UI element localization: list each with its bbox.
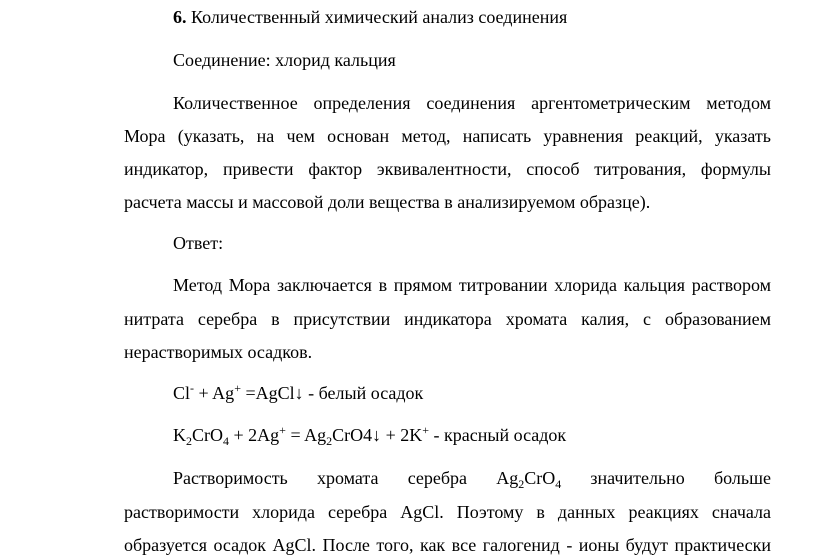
solubility-line-2: растворимости хлорида серебра AgCl. Поэтому в данных реакциях сначала xyxy=(124,502,771,522)
silver-charge: + xyxy=(234,381,241,395)
silver-subscript: 2 xyxy=(326,434,333,448)
task-line-3: индикатор, привести фактор эквивалентности, способ титрования, формулы xyxy=(124,159,771,179)
section-heading xyxy=(173,5,771,29)
task-line-4: расчета массы и массовой доли вещества в анализируемом образце). xyxy=(124,192,651,212)
section-title: Количественный химический анализ соединения xyxy=(191,7,568,27)
answer-label: Ответ: xyxy=(173,233,224,253)
silver-chromate-formula xyxy=(496,466,561,490)
silver-charge-2: + xyxy=(279,423,286,437)
reaction-tail-2: - красный осадок xyxy=(429,425,567,445)
task-line-2: Мора (указать, на чем основан метод, написать уравнения реакций, указать xyxy=(124,126,771,146)
potassium: K xyxy=(173,425,186,445)
potassium-charge: + xyxy=(422,423,430,437)
solubility-word-2: хромата xyxy=(316,468,379,488)
solubility-line-3: образуется осадок AgCl. После того, как все галогенид - ионы будут практически xyxy=(124,535,771,555)
formula-ag-subscript: 2 xyxy=(518,477,525,491)
method-line-1: Метод Мора заключается в прямом титровании хлорида кальция раствором xyxy=(173,275,771,295)
solubility-word-5: больше xyxy=(713,468,771,488)
method-line-2: нитрата серебра в присутствии индикатора хромата калия, с образованием xyxy=(124,309,771,329)
reaction-equation-1 xyxy=(173,381,771,405)
silver-term: + 2Ag xyxy=(229,425,280,445)
formula-ag: Ag xyxy=(496,468,519,488)
silver-ion: + Ag xyxy=(194,383,235,403)
chromate-subscript: 4 xyxy=(223,434,229,448)
formula-cro: CrO xyxy=(524,468,556,488)
chloride-ion: Cl xyxy=(173,383,191,403)
solubility-word-3: серебра xyxy=(407,468,468,488)
section-number: 6. xyxy=(173,7,187,27)
task-line-1: Количественное определения соединения аргентометрическим методом xyxy=(173,93,771,113)
chromate: CrO xyxy=(192,425,223,445)
solubility-line-1 xyxy=(173,466,771,490)
solubility-word-4: значительно xyxy=(590,468,685,488)
formula-cro-subscript: 4 xyxy=(555,477,562,491)
method-line-3: нерастворимых осадков. xyxy=(124,342,313,362)
compound-line: Соединение: хлорид кальция xyxy=(173,50,396,70)
reaction-product-2: CrO4↓ + 2K xyxy=(332,425,423,445)
chloride-charge: - xyxy=(190,381,195,395)
solubility-word-1: Растворимость xyxy=(173,468,288,488)
reaction-product-1: =AgCl↓ - белый осадок xyxy=(240,383,424,403)
reaction-equation-2 xyxy=(173,423,771,447)
equals-silver: = Ag xyxy=(285,425,327,445)
potassium-subscript: 2 xyxy=(186,434,192,448)
